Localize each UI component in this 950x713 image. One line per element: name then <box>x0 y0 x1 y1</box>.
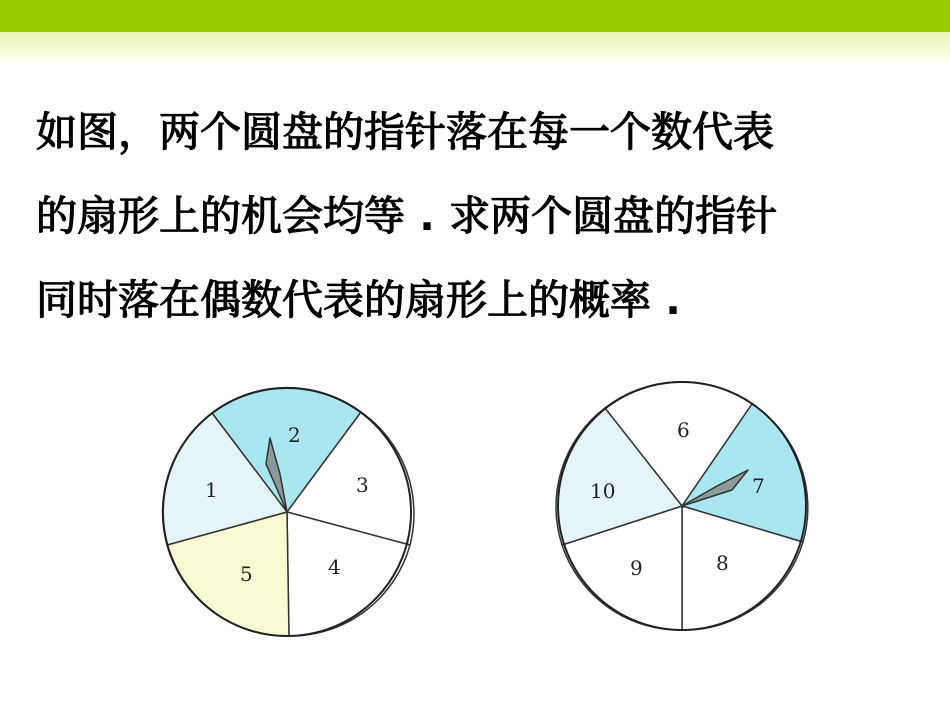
header-bar <box>0 0 950 32</box>
left-label-2: 2 <box>288 423 301 447</box>
question-line-1: 如图，两个圆盘的指针落在每一个数代表 <box>36 108 774 156</box>
question-line-2: 的扇形上的机会均等 . 求两个圆盘的指针 <box>36 192 778 240</box>
spinner-figure <box>0 380 950 650</box>
left-spinner <box>163 388 414 636</box>
left-label-4: 4 <box>328 555 341 579</box>
question-text <box>36 90 916 342</box>
left-label-5: 5 <box>240 562 253 586</box>
right-label-7: 7 <box>752 474 765 498</box>
header-stripe <box>0 32 950 66</box>
right-label-10: 10 <box>590 479 616 503</box>
right-label-6: 6 <box>677 418 690 442</box>
question-line-3: 同时落在偶数代表的扇形上的概率 . <box>36 276 681 324</box>
right-label-8: 8 <box>716 551 729 575</box>
right-spinner <box>556 382 808 630</box>
left-label-1: 1 <box>205 478 218 502</box>
left-label-3: 3 <box>356 473 369 497</box>
right-label-9: 9 <box>630 556 643 580</box>
